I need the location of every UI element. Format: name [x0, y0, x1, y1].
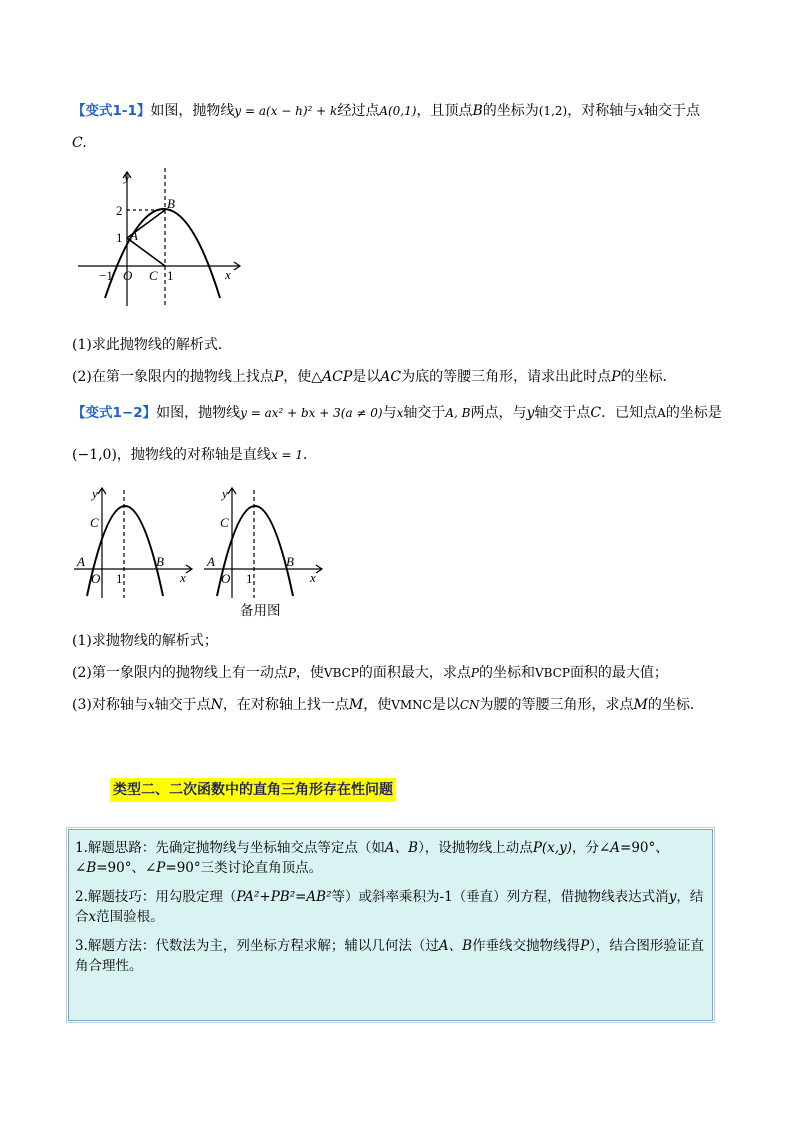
axis-y: y: [526, 405, 535, 421]
angle-p: P: [156, 860, 166, 876]
label-x: x: [225, 267, 231, 282]
triangle-bcp: VBCP: [534, 666, 570, 680]
label-origin: O: [123, 268, 133, 283]
text: (2)第一象限内的抛物线上有一动点: [72, 665, 288, 681]
text: 作垂线交抛物线得: [472, 938, 581, 954]
text: (2)在第一象限内的抛物线上找点: [72, 369, 274, 385]
pythagoras-eq: PA²+PB²=AB²: [236, 889, 332, 905]
problem-1-1-q2: [72, 367, 677, 387]
problem-1-2-line1: [72, 403, 722, 423]
point-p: P: [470, 666, 479, 680]
text: ，使△: [283, 369, 323, 385]
label-o: O: [221, 571, 231, 586]
figure-caption: 备用图: [240, 603, 281, 619]
triangle-mnc: VMNC: [391, 698, 432, 712]
label-one: 1: [116, 571, 123, 586]
label-x: x: [180, 570, 186, 585]
text: 的面积最大，求点: [358, 665, 471, 681]
text: 的坐标和: [478, 665, 535, 681]
method-item-1: [75, 838, 706, 878]
text: ，分∠: [571, 840, 611, 856]
text: 2.解题技巧：用勾股定理（: [75, 889, 237, 905]
text: 与: [382, 405, 397, 421]
label-one: 1: [246, 571, 253, 586]
axis-x: x: [396, 406, 404, 420]
text: 轴交于点: [643, 103, 700, 119]
parabola: [105, 209, 220, 298]
label-b: B: [167, 196, 175, 211]
text: =90°三类讨论直角顶点。: [165, 860, 323, 876]
segment-cn: CN: [459, 698, 480, 712]
problem-1-2-q2: [72, 663, 668, 683]
points-ab: A, B: [445, 406, 471, 420]
text: =90°、∠: [75, 840, 669, 876]
method-item-2: [75, 887, 706, 927]
text: ，使: [363, 697, 392, 713]
triangle-acp: ACP: [322, 369, 353, 385]
point-p: P: [287, 666, 296, 680]
var-x: x: [88, 909, 97, 925]
label-a: A: [130, 228, 138, 243]
angle-a: A: [610, 840, 621, 856]
point-b-coord: (1,2): [538, 104, 568, 118]
label-a: A: [207, 554, 215, 569]
text: 为腰的等腰三角形，求点: [479, 697, 634, 713]
label-neg-one: −1: [99, 268, 113, 283]
text: 如图，抛物线: [150, 103, 235, 119]
text: 的坐标．: [647, 697, 704, 713]
text: ，结合: [75, 889, 704, 925]
text: ，对称轴与: [567, 103, 638, 119]
text: 是以: [352, 369, 381, 385]
label-x: x: [310, 570, 316, 585]
point-c: C: [590, 405, 602, 421]
text: 3.解题方法：代数法为主，列坐标方程求解；辅以几何法（过: [75, 938, 439, 954]
text: ，使: [295, 665, 324, 681]
text: ．已知点: [601, 405, 658, 421]
label-one: 1: [116, 230, 123, 245]
points-ab: A、B: [384, 840, 419, 856]
point-b-label: B: [472, 103, 483, 119]
figure-1: [70, 168, 250, 308]
text: ，且顶点: [416, 103, 473, 119]
formula: y = ax² + bx + 3(a ≠ 0): [240, 406, 383, 420]
text: 的坐标．: [620, 369, 677, 385]
problem-1-2-q3: [72, 695, 704, 715]
var-y: y: [668, 889, 677, 905]
text: ，抛物线的对称轴是直线: [116, 447, 271, 463]
text: 轴交于: [403, 405, 446, 421]
problem-1-2-line2: [72, 445, 317, 465]
label-c-one: 1: [167, 268, 174, 283]
point-n: N: [210, 697, 223, 713]
point-m: M: [633, 697, 648, 713]
text: ），设抛物线上动点: [418, 840, 533, 856]
text: 两点，与: [470, 405, 527, 421]
text: 1.解题思路：先确定抛物线与坐标轴交点等定点（如: [75, 840, 385, 856]
problem-1-1-line1: [72, 101, 700, 121]
method-box: [68, 829, 713, 1021]
text: 范围验根。: [96, 909, 164, 925]
point-p: P(x,y): [532, 840, 572, 856]
axis-x: x: [147, 698, 155, 712]
text: 为底的等腰三角形，请求出此时点: [401, 369, 612, 385]
label-b: B: [156, 554, 164, 569]
label-y: y: [124, 169, 130, 184]
label-c: C: [149, 268, 158, 283]
label-y: y: [92, 486, 98, 501]
point-p: P: [611, 369, 621, 385]
figure-2-right: [202, 484, 328, 600]
point-p: P: [273, 369, 284, 385]
label-y: y: [222, 486, 228, 501]
problem-tag: 【变式1−2】: [72, 405, 157, 421]
text: 是以: [431, 697, 460, 713]
points-ab: A、B: [438, 938, 473, 954]
problem-1-2-q1: (1)求抛物线的解析式；: [72, 633, 218, 649]
label-b: B: [286, 554, 294, 569]
axis-x: x: [637, 104, 644, 118]
point-m: M: [348, 697, 364, 713]
text: 轴交于点: [154, 697, 211, 713]
problem-1-1-q1: (1)求此抛物线的解析式．: [72, 337, 232, 353]
figure-2-left: [72, 484, 198, 600]
point-p: P: [580, 938, 590, 954]
text: 等）或斜率乘积为-1（垂直）列方程，借抛物线表达式消: [331, 889, 669, 905]
text: 的坐标是: [665, 405, 722, 421]
section-heading: 类型二、二次函数中的直角三角形存在性问题: [110, 778, 396, 802]
point-a: A(0,1): [379, 104, 417, 118]
formula: y = a(x − h)² + k: [234, 104, 338, 118]
text: 面积的最大值；: [569, 665, 668, 681]
label-o: O: [91, 571, 101, 586]
point-a-coord: (−1,0): [72, 447, 117, 463]
text: 如图，抛物线: [156, 405, 241, 421]
angle-b: B: [86, 860, 97, 876]
segment-ac-label: AC: [380, 369, 402, 385]
text: 经过点: [337, 103, 380, 119]
label-two: 2: [116, 203, 123, 218]
text: ，在对称轴上找一点: [222, 697, 349, 713]
problem-1-1-line2: C.: [72, 135, 87, 151]
problem-tag: 【变式1-1】: [72, 103, 151, 119]
text: =90°、∠: [96, 860, 157, 876]
text: ．: [303, 447, 318, 463]
triangle-bcp: VBCP: [323, 666, 359, 680]
text: 的坐标为: [482, 103, 539, 119]
text: 轴交于点: [534, 405, 591, 421]
point-a: A: [657, 406, 666, 420]
text: ），结合图形验证直角合理性。: [75, 938, 704, 974]
label-c: C: [220, 515, 229, 530]
method-item-3: [75, 936, 706, 976]
label-a: A: [77, 554, 85, 569]
symmetry-eq: x = 1: [270, 448, 304, 462]
label-c: C: [90, 515, 99, 530]
text: (3)对称轴与: [72, 697, 148, 713]
